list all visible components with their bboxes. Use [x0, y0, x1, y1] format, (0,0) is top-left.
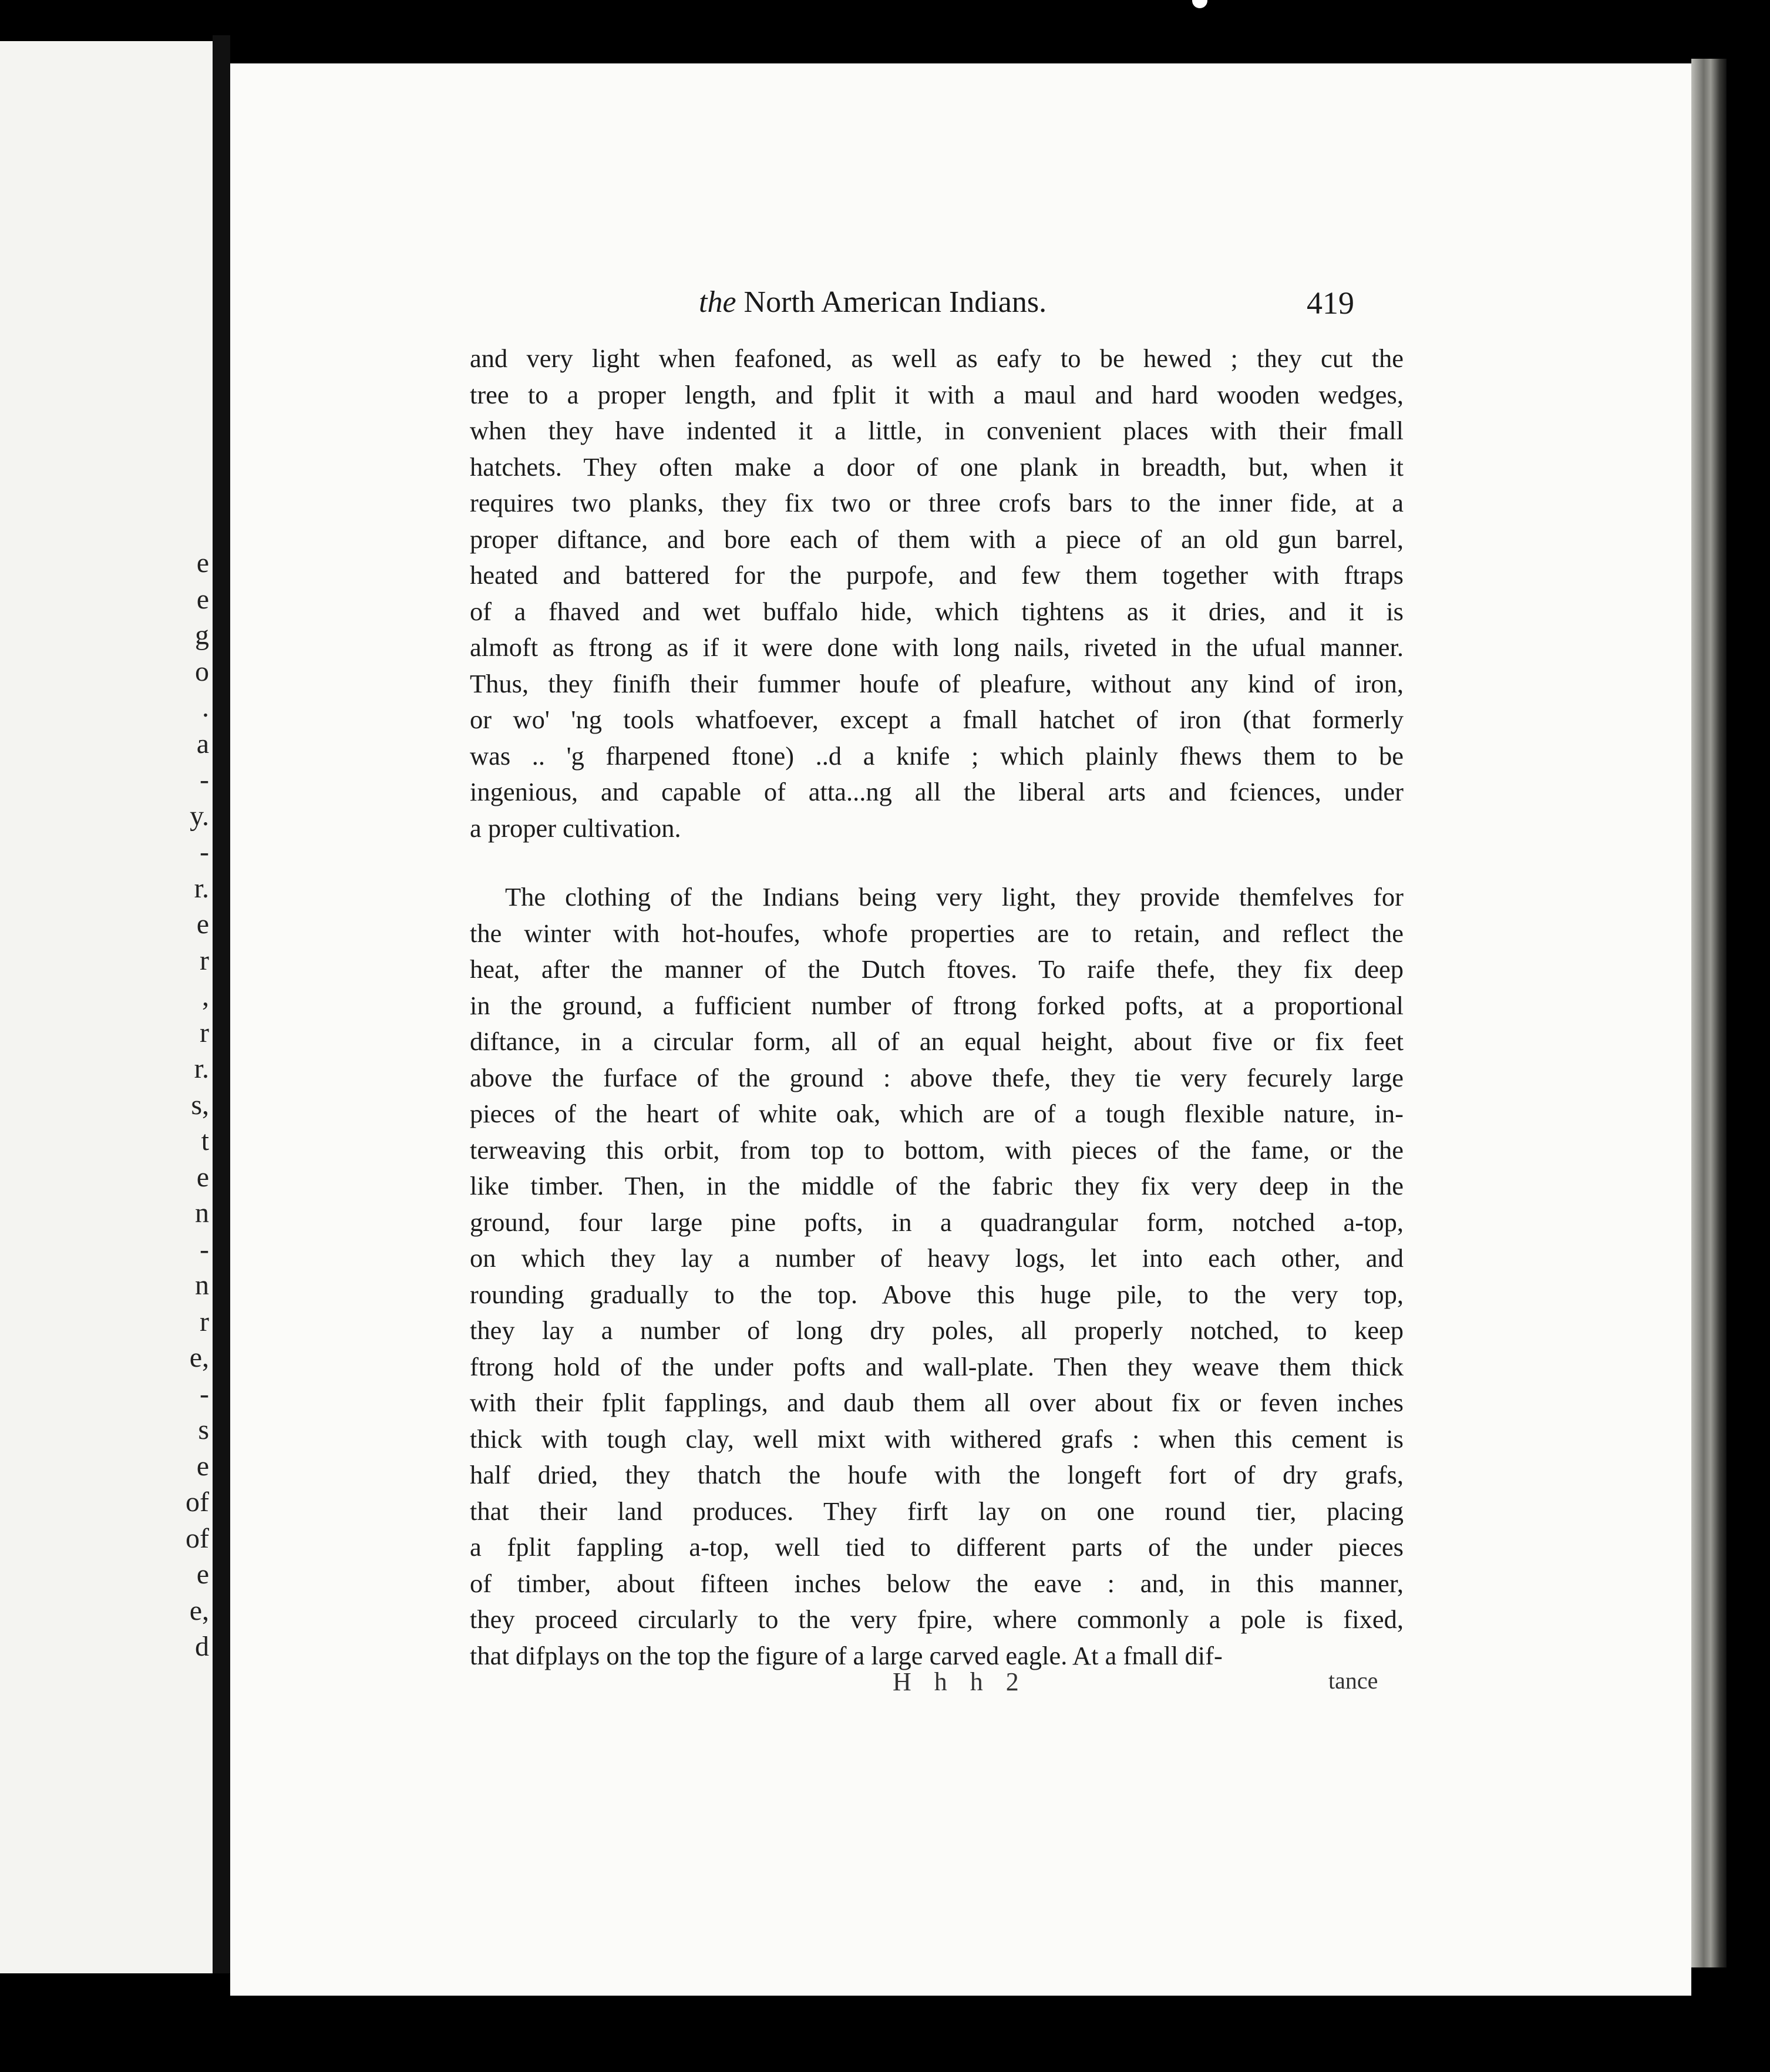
- facing-page-fragment: e,: [189, 1595, 209, 1626]
- facing-page-fragment: g: [195, 620, 209, 651]
- text-line: like timber. Then, in the middle of the fabric they fix very deep in the: [470, 1171, 1404, 1200]
- text-line: The clothing of the Indians being very light, they provide themfelves for: [505, 882, 1404, 911]
- facing-page-fragment: r.: [194, 872, 209, 904]
- text-line: proper diftance, and bore each of them with a piece of an old gun barrel,: [470, 524, 1404, 554]
- running-head-article: the: [699, 285, 736, 319]
- running-head: [699, 285, 1374, 319]
- text-line: requires two planks, they fix two or three crofs bars to the inner fide, at a: [470, 488, 1404, 517]
- text-line: thick with tough clay, well mixt with withered grafs : when this cement is: [470, 1424, 1404, 1454]
- text-line: they lay a number of long dry poles, all properly notched, to keep: [470, 1316, 1404, 1345]
- facing-page-fragment: e: [196, 547, 209, 578]
- facing-page-fragment: a: [196, 728, 209, 759]
- text-line: when they have indented it a little, in convenient places with their fmall: [470, 416, 1404, 445]
- paragraph: [470, 341, 1404, 846]
- text-line: ground, four large pine pofts, in a quadrangular form, notched a-top,: [470, 1207, 1404, 1237]
- facing-page-fragment: n: [195, 1198, 209, 1229]
- text-line: rounding gradually to the top. Above this huge pile, to the very top,: [470, 1279, 1404, 1309]
- catchword: tance: [1328, 1667, 1378, 1694]
- text-line: that difplays on the top the figure of a large carved eagle. At a fmall dif-: [470, 1640, 1223, 1670]
- page-edge-shadow: [1691, 59, 1727, 1967]
- facing-page-fragment: e: [196, 583, 209, 615]
- facing-page-fragment: of: [186, 1486, 209, 1518]
- text-line: terweaving this orbit, from top to bottom, with pieces of the fame, or the: [470, 1135, 1404, 1165]
- text-line: and very light when feafoned, as well as eafy to be hewed ; they cut the: [470, 344, 1404, 373]
- facing-page-fragment: s,: [191, 1089, 209, 1121]
- text-line: heated and battered for the purpofe, and few them together with ftraps: [470, 560, 1404, 590]
- text-line: or wo' 'ng tools whatfoever, except a fmall hatchet of iron (that formerly: [470, 705, 1404, 734]
- facing-page-edge: [0, 41, 213, 1973]
- text-line: they proceed circularly to the very fpire, where commonly a pole is fixed,: [470, 1605, 1404, 1634]
- text-line: with their fplit fapplings, and daub them all over about fix or feven inches: [470, 1388, 1404, 1417]
- signature-mark: H h h 2: [893, 1667, 1027, 1696]
- text-line: hatchets. They often make a door of one plank in breadth, but, when it: [470, 452, 1404, 482]
- facing-page-fragment: o: [195, 655, 209, 687]
- text-line: Thus, they finifh their fummer houfe of pleafure, without any kind of iron,: [470, 668, 1404, 698]
- text-line: of timber, about fifteen inches below the eave : and, in this manner,: [470, 1568, 1404, 1598]
- text-line: diftance, in a circular form, all of an equal height, about five or fix feet: [470, 1027, 1404, 1056]
- gutter-shadow: [213, 35, 230, 1973]
- facing-page-fragment: d: [195, 1631, 209, 1662]
- facing-page-fragment: y.: [190, 800, 209, 832]
- text-line: that their land produces. They firft lay on one round tier, placing: [470, 1496, 1404, 1526]
- facing-page-fragment: e,: [189, 1342, 209, 1373]
- facing-page-fragment: e: [196, 1559, 209, 1590]
- text-line: almoft as ftrong as if it were done with long nails, riveted in the ufual manner.: [470, 633, 1404, 662]
- text-line: ftrong hold of the under pofts and wall-plate. Then they weave them thick: [470, 1351, 1404, 1381]
- facing-page-fragment: r: [200, 1017, 209, 1048]
- facing-page-fragment: e: [196, 1450, 209, 1482]
- text-line: in the ground, a fufficient number of ftrong forked pofts, at a proportional: [470, 990, 1404, 1020]
- text-line: a fplit fappling a-top, well tied to different parts of the under pieces: [470, 1532, 1404, 1562]
- body-text: [470, 341, 1404, 1674]
- facing-page-fragment: r.: [194, 1053, 209, 1084]
- facing-page-fragment: r: [200, 944, 209, 976]
- text-line: pieces of the heart of white oak, which are of a tough flexible nature, in-: [470, 1099, 1404, 1128]
- text-line: above the furface of the ground : above thefe, they tie very fecurely large: [470, 1062, 1404, 1092]
- text-line: the winter with hot-houfes, whofe properties are to retain, and reflect the: [470, 918, 1404, 948]
- text-line: a proper cultivation.: [470, 813, 681, 843]
- facing-page-fragment: -: [200, 1378, 209, 1410]
- text-line: on which they lay a number of heavy logs, let into each other, and: [470, 1243, 1404, 1273]
- facing-page-fragment: r: [200, 1306, 209, 1337]
- text-line: of a fhaved and wet buffalo hide, which tightens as it dries, and it is: [470, 596, 1404, 626]
- facing-page-fragment: s: [198, 1414, 209, 1445]
- facing-page-fragment: n: [195, 1270, 209, 1301]
- page-number: 419: [1307, 285, 1354, 321]
- facing-page-fragment: -: [200, 836, 209, 867]
- text-line: ingenious, and capable of atta...ng all the liberal arts and fciences, under: [470, 777, 1404, 806]
- text-line: heat, after the manner of the Dutch ftoves. To raife thefe, they fix deep: [470, 954, 1404, 984]
- scan-artifact-dot: [1192, 0, 1207, 8]
- paragraph: [470, 879, 1404, 1674]
- text-line: was .. 'g fharpened ftone) ..d a knife ; which plainly fhews them to be: [470, 741, 1404, 771]
- text-line: tree to a proper length, and fplit it with a maul and hard wooden wedges,: [470, 379, 1404, 409]
- running-head-title: North American Indians.: [743, 285, 1047, 319]
- facing-page-fragment: -: [200, 1233, 209, 1265]
- facing-page-fragment: ,: [202, 981, 209, 1012]
- text-line: half dried, they thatch the houfe with the longeft fort of dry grafs,: [470, 1460, 1404, 1489]
- facing-page-fragment: of: [186, 1522, 209, 1554]
- facing-page-fragment: e: [196, 909, 209, 940]
- paragraph-gap: [470, 846, 1404, 879]
- facing-page-fragment: -: [200, 764, 209, 795]
- facing-page-fragment: t: [201, 1125, 209, 1156]
- facing-page-fragment: .: [202, 692, 209, 723]
- facing-page-fragment: e: [196, 1161, 209, 1193]
